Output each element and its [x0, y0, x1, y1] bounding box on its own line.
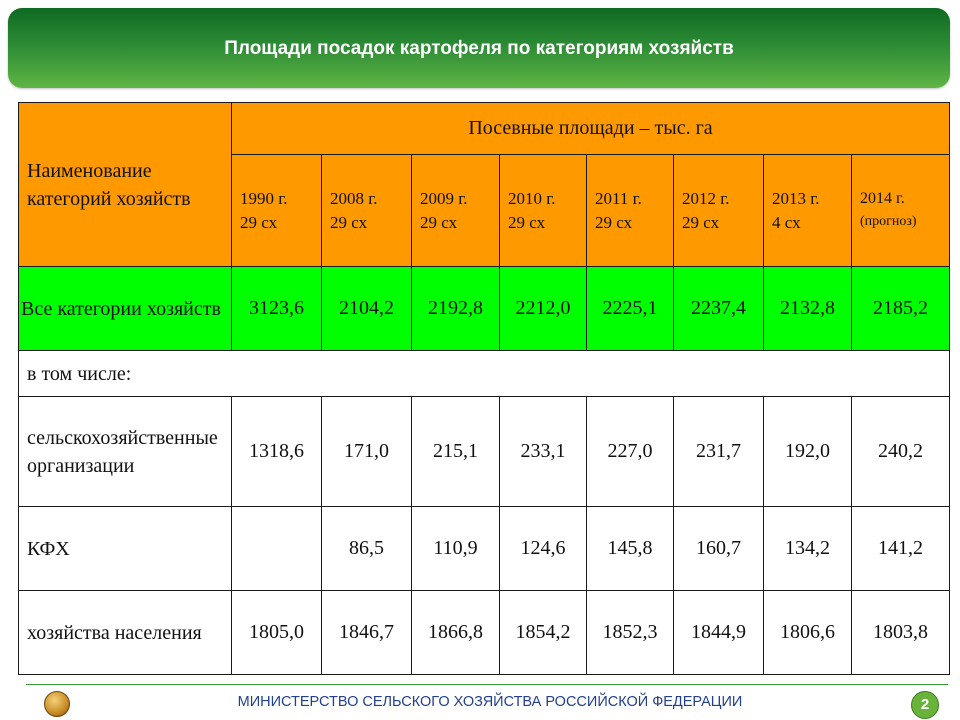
table-cell: 2225,1	[587, 267, 674, 351]
farm-count: 29 сх	[682, 212, 720, 232]
table-cell: 2212,0	[500, 267, 587, 351]
year-label: 2009 г.	[420, 188, 468, 208]
year-label: 2008 г.	[330, 188, 378, 208]
table-cell: 2104,2	[322, 267, 412, 351]
table-cell: 160,7	[674, 507, 764, 591]
table-cell: 227,0	[587, 397, 674, 507]
table-cell: 124,6	[500, 507, 587, 591]
ministry-logo-icon	[44, 691, 70, 717]
farm-count: 4 сх	[772, 212, 801, 232]
table-cell: 1846,7	[322, 591, 412, 675]
footer-ministry-name: МИНИСТЕРСТВО СЕЛЬСКОГО ХОЗЯЙСТВА РОССИЙСКОЙ ФЕДЕРАЦИИ	[237, 694, 743, 710]
year-header-2010	[500, 155, 587, 267]
table-cell: 1866,8	[412, 591, 500, 675]
table-cell: 1803,8	[852, 591, 950, 675]
table-cell: 171,0	[322, 397, 412, 507]
year-header-2013	[764, 155, 852, 267]
table-cell: 215,1	[412, 397, 500, 507]
header-row-1	[19, 103, 950, 155]
table-cell: 1854,2	[500, 591, 587, 675]
year-label: 2010 г.	[508, 188, 556, 208]
farm-count: 29 сх	[508, 212, 546, 232]
table-cell: 2132,8	[764, 267, 852, 351]
table-cell: 231,7	[674, 397, 764, 507]
table-cell	[232, 507, 322, 591]
potato-area-table	[18, 102, 950, 675]
page-number-badge: 2	[911, 691, 939, 719]
table-cell: 2237,4	[674, 267, 764, 351]
row-label: сельскохозяйственные организации	[19, 397, 232, 507]
row-label: в том числе:	[19, 351, 950, 397]
year-header-2012	[674, 155, 764, 267]
table-cell: 1844,9	[674, 591, 764, 675]
table-cell: 110,9	[412, 507, 500, 591]
table-cell: 1852,3	[587, 591, 674, 675]
group-header: Посевные площади – тыс. га	[232, 103, 950, 155]
table-row-kfh	[19, 507, 950, 591]
slide-title: Площади посадок картофеля по категориям хозяйств	[224, 38, 734, 59]
table-cell: 1805,0	[232, 591, 322, 675]
year-label: 2013 г.	[772, 188, 820, 208]
table-cell: 2192,8	[412, 267, 500, 351]
corner-header: Наименование категорий хозяйств	[19, 103, 232, 267]
table-cell: 1806,6	[764, 591, 852, 675]
farm-count: 29 сх	[420, 212, 458, 232]
year-label: 2012 г.	[682, 188, 730, 208]
farm-count: 29 сх	[330, 212, 368, 232]
table-row-including	[19, 351, 950, 397]
year-header-1990	[232, 155, 322, 267]
year-header-2008	[322, 155, 412, 267]
farm-count: 29 сх	[595, 212, 633, 232]
table-cell: 233,1	[500, 397, 587, 507]
year-label: 2014 г.	[860, 190, 905, 207]
year-label: 1990 г.	[240, 188, 288, 208]
footer-divider	[26, 684, 948, 685]
year-header-2011	[587, 155, 674, 267]
table-cell: 2185,2	[852, 267, 950, 351]
forecast-note: (прогноз)	[860, 214, 917, 229]
year-header-2014	[852, 155, 950, 267]
table-row-households	[19, 591, 950, 675]
row-label: хозяйства населения	[19, 591, 232, 675]
row-label: Все категории хозяйств	[19, 267, 232, 351]
table-cell: 1318,6	[232, 397, 322, 507]
year-label: 2011 г.	[595, 188, 642, 208]
table-cell: 145,8	[587, 507, 674, 591]
table-cell: 192,0	[764, 397, 852, 507]
year-header-2009	[412, 155, 500, 267]
table-cell: 134,2	[764, 507, 852, 591]
table-row-agricultural-organizations	[19, 397, 950, 507]
farm-count: 29 сх	[240, 212, 278, 232]
table-cell: 141,2	[852, 507, 950, 591]
row-label: КФХ	[19, 507, 232, 591]
table-cell: 3123,6	[232, 267, 322, 351]
title-bar	[8, 8, 950, 88]
table-cell: 240,2	[852, 397, 950, 507]
table-cell: 86,5	[322, 507, 412, 591]
table-row-all-categories	[19, 267, 950, 351]
